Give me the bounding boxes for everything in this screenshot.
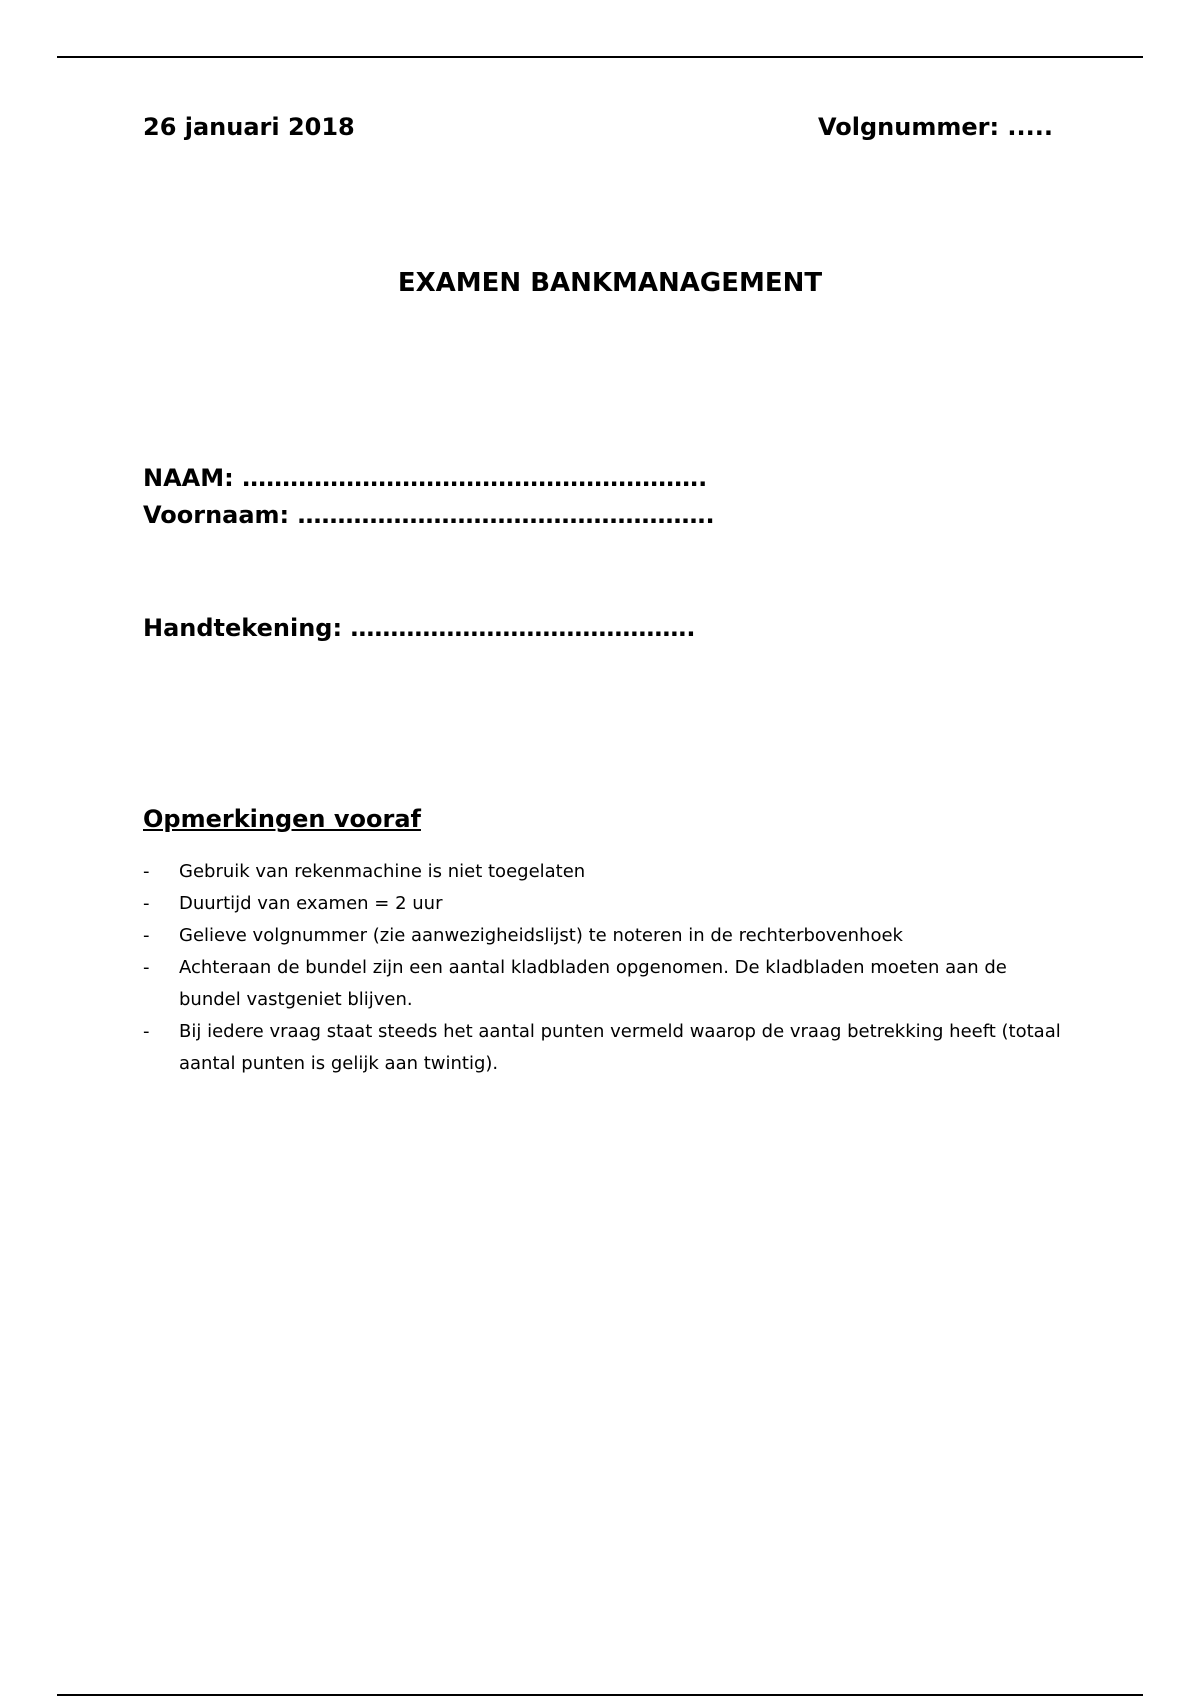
list-item: [143, 888, 1073, 920]
sequence-number-field: Volgnummer: .....: [818, 113, 1053, 141]
remarks-list: [143, 856, 1073, 1080]
list-item: [143, 856, 1073, 888]
list-bullet: -: [143, 893, 150, 914]
list-bullet: -: [143, 861, 150, 882]
top-divider: [57, 56, 1143, 58]
header-row: [143, 113, 1053, 147]
bottom-divider: [57, 1694, 1143, 1696]
list-item: [143, 920, 1073, 952]
list-bullet: -: [143, 925, 150, 946]
list-item-text: Duurtijd van examen = 2 uur: [179, 893, 443, 914]
remarks-heading: Opmerkingen vooraf: [143, 805, 421, 833]
first-name-field: Voornaam: …………………………………………….: [143, 501, 715, 529]
list-bullet: -: [143, 957, 150, 978]
list-item-text: Gebruik van rekenmachine is niet toegelaten: [179, 861, 586, 882]
signature-field: Handtekening: …………………………………….: [143, 614, 696, 642]
list-item-text: Achteraan de bundel zijn een aantal kladbladen opgenomen. De kladbladen moeten aan de bundel vastgeniet blijven.: [179, 957, 1007, 1010]
name-field: NAAM: ………………………………………………….: [143, 464, 708, 492]
list-item-text: Bij iedere vraag staat steeds het aantal punten vermeld waarop de vraag betrekking heeft (totaal aantal punten is gelijk aan twintig).: [179, 1021, 1061, 1074]
list-bullet: -: [143, 1021, 150, 1042]
list-item: [143, 1016, 1073, 1080]
page-title: EXAMEN BANKMANAGEMENT: [397, 268, 823, 298]
list-item-text: Gelieve volgnummer (zie aanwezigheidslijst) te noteren in de rechterbovenhoek: [179, 925, 903, 946]
exam-date: 26 januari 2018: [143, 113, 355, 141]
list-item: [143, 952, 1073, 1016]
